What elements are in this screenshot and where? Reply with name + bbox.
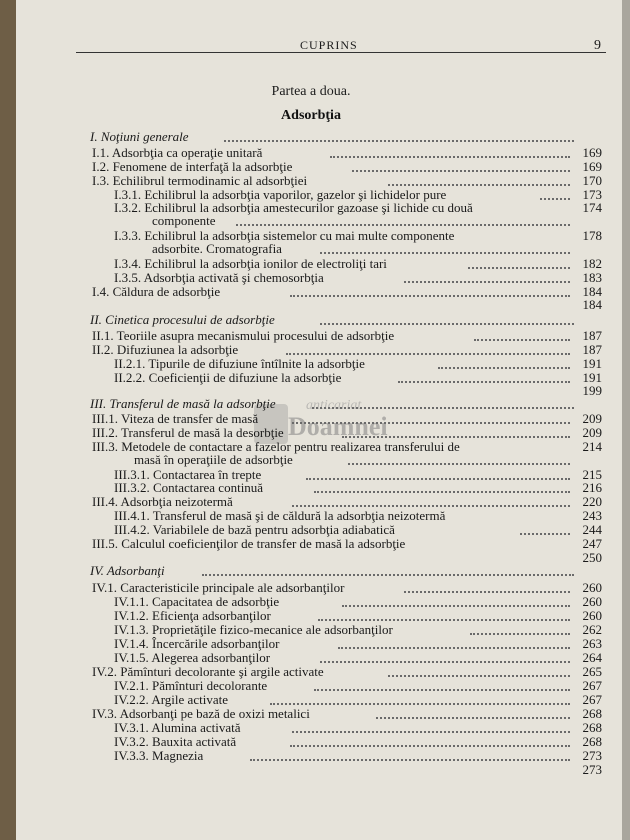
toc-page: 209 [582,411,602,426]
toc-page: 170 [582,173,602,188]
dot-leader [470,633,570,635]
toc-page: 199 [582,383,602,398]
toc-entry: II.2.2. Coeficienţii de difuziune la adsorbţie [114,370,342,385]
dot-leader [306,478,570,480]
dot-leader [250,759,570,761]
toc-page: 268 [582,734,602,749]
toc-entry: IV.2.1. Pămînturi decolorante [114,678,268,693]
toc-page: 263 [582,636,602,651]
header-rule [76,52,606,53]
toc-page: 268 [582,706,602,721]
dot-leader [292,505,570,507]
toc-entry: I.4. Căldura de adsorbţie [92,284,221,299]
toc-page: 220 [582,494,602,509]
dot-leader [342,605,570,607]
toc-page: 273 [582,748,602,763]
toc-page: 191 [582,356,602,371]
toc-entry: IV.3. Adsorbanţi pe bază de oxizi metalici [92,706,310,721]
toc-entry: I.3.5. Adsorbţia activată şi chemosorbţia [114,270,324,285]
toc-page: 250 [582,550,602,565]
dot-leader [290,295,570,297]
toc-entry: IV.1.2. Eficienţa adsorbanţilor [114,608,271,623]
toc-chapter: III. Transferul de masă la adsorbţie [90,396,276,411]
toc-page: 267 [582,678,602,693]
toc-page: 173 [582,187,602,202]
dot-leader [468,267,570,269]
toc-page: 214 [582,439,602,454]
toc-page: 191 [582,370,602,385]
toc-page: 265 [582,664,602,679]
dot-leader [404,281,570,283]
book-spine [0,0,16,840]
toc-entry: II.1. Teoriile asupra mecanismului procesului de adsorbţie [92,328,395,343]
toc-entry: I.2. Fenomene de interfaţă la adsorbţie [92,159,293,174]
dot-leader [318,619,570,621]
toc-entry: IV.1.4. Încercările adsorbanţilor [114,636,280,651]
toc-page: 243 [582,508,602,523]
dot-leader [474,339,570,341]
dot-leader [314,689,570,691]
dot-leader [438,367,570,369]
dot-leader [236,224,570,226]
toc-page: 187 [582,342,602,357]
toc-page: 262 [582,622,602,637]
toc-page: 178 [582,228,602,243]
toc-page: 244 [582,522,602,537]
dot-leader [376,717,570,719]
dot-leader [320,661,570,663]
toc-page: 187 [582,328,602,343]
toc-page: 215 [582,467,602,482]
dot-leader [388,184,570,186]
toc-page: 169 [582,145,602,160]
toc-entry: IV.1. Caracteristicile principale ale adsorbanţilor [92,580,345,595]
toc-entry: II.2.1. Tipurile de difuziune întîlnite la adsorbţie [114,356,365,371]
toc-entry: III.3.2. Contactarea continuă [114,480,264,495]
toc-entry: IV.1.5. Alegerea adsorbanţilor [114,650,271,665]
toc-entry: I.3. Echilibrul termodinamic al adsorbţiei [92,173,308,188]
toc-page: 260 [582,594,602,609]
toc-page: 260 [582,580,602,595]
toc-entry: IV.2. Pămînturi decolorante şi argile activate [92,664,324,679]
part-heading: Partea a doua. [271,84,351,99]
dot-leader [270,703,570,705]
dot-leader [320,252,570,254]
page-number: 9 [594,38,601,53]
toc-page: 174 [582,200,602,215]
toc-entry: IV.3.3. Magnezia [114,748,204,763]
toc-page: 268 [582,720,602,735]
toc-entry-cont: masă în operaţiile de adsorbţie [134,452,293,467]
toc-page: 267 [582,692,602,707]
running-header: CUPRINS [300,38,358,52]
section-title: Adsorbţia [281,108,341,123]
watermark-text-large: Doamnei [288,412,388,441]
toc-chapter: IV. Adsorbanţi [90,563,165,578]
page-edge [622,0,630,840]
dot-leader [320,323,574,325]
toc-entry: III.3.1. Contactarea în trepte [114,467,262,482]
dot-leader [338,647,570,649]
dot-leader [202,574,574,576]
toc-page: 184 [582,297,602,312]
toc-page: 260 [582,608,602,623]
dot-leader [404,591,570,593]
toc-entry: III.2. Transferul de masă la desorbţie [92,425,284,440]
toc-page: 264 [582,650,602,665]
toc-chapter: II. Cinetica procesului de adsorbţie [90,312,275,327]
dot-leader [292,422,570,424]
toc-entry: III.4.1. Transferul de masă şi de căldură la adsorbţia neizotermă [114,508,446,523]
toc-entry: IV.1.1. Capacitatea de adsorbţie [114,594,280,609]
dot-leader [348,463,570,465]
toc-entry: IV.3.1. Alumina activată [114,720,241,735]
toc-entry: I.3.1. Echilibrul la adsorbţia vaporilor, gazelor şi lichidelor pure [114,187,447,202]
toc-entry: I.3.2. Echilibrul la adsorbţia amestecurilor gazoase şi lichide cu două [114,200,473,215]
toc-page: 182 [582,256,602,271]
toc-page: 273 [582,762,602,777]
dot-leader [352,170,570,172]
toc-page: 169 [582,159,602,174]
watermark-text-small: anticariat [306,398,362,413]
dot-leader [330,156,570,158]
toc-entry: III.4. Adsorbţia neizotermă [92,494,233,509]
dot-leader [314,491,570,493]
toc-page: 183 [582,270,602,285]
toc-entry: IV.3.2. Bauxita activată [114,734,237,749]
toc-entry: III.1. Viteza de transfer de masă [92,411,259,426]
toc-entry: IV.2.2. Argile activate [114,692,228,707]
toc-entry: II.2. Difuziunea la adsorbţie [92,342,239,357]
toc-page: 216 [582,480,602,495]
dot-leader [312,407,574,409]
toc-entry: III.4.2. Variabilele de bază pentru adsorbţia adiabatică [114,522,395,537]
toc-entry-cont: componente [152,213,216,228]
toc-entry: IV.1.3. Proprietăţile fizico-mecanice ale adsorbanţilor [114,622,393,637]
dot-leader [290,745,570,747]
toc-entry: I.1. Adsorbţia ca operaţie unitară [92,145,263,160]
toc-entry: I.3.4. Echilibrul la adsorbţia ionilor de electroliţi tari [114,256,387,271]
toc-page: 247 [582,536,602,551]
toc-chapter: I. Noţiuni generale [90,129,189,144]
dot-leader [342,436,570,438]
dot-leader [292,731,570,733]
toc-entry: III.3. Metodele de contactare a fazelor pentru realizarea transferului de [92,439,460,454]
toc-page: 184 [582,284,602,299]
dot-leader [388,675,570,677]
toc-entry: III.5. Calculul coeficienţilor de transfer de masă la adsorbţie [92,536,406,551]
dot-leader [224,140,574,142]
toc-entry-cont: adsorbite. Cromatografia [152,241,282,256]
dot-leader [286,353,570,355]
toc-entry: I.3.3. Echilibrul la adsorbţia sistemelor cu mai multe componente [114,228,455,243]
toc-page: 209 [582,425,602,440]
dot-leader [398,381,570,383]
